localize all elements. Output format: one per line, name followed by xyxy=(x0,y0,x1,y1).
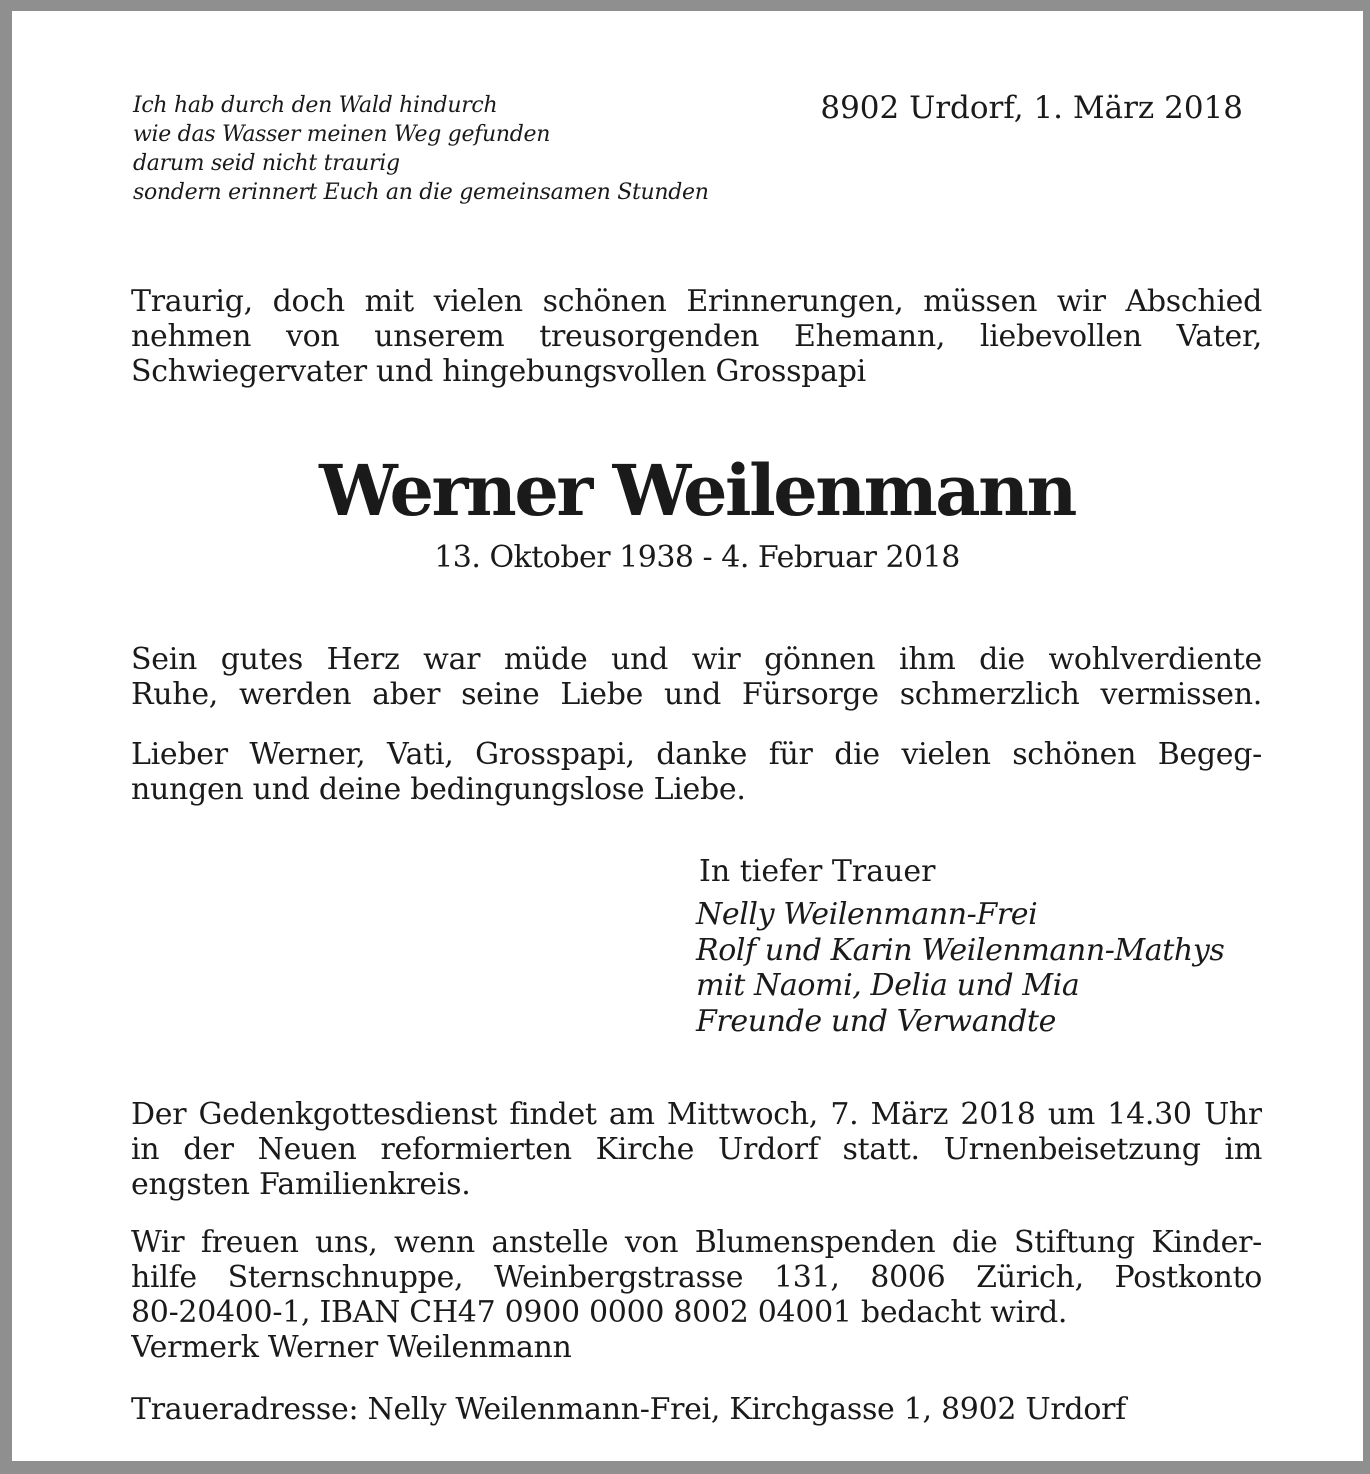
mourner-name: Rolf und Karin Weilenmann-Mathys xyxy=(696,932,1225,968)
farewell-line: Lieber Werner, Vati, Grosspapi, danke für die vielen schönen Begeg- xyxy=(131,737,1262,772)
service-line: in der Neuen reformierten Kirche Urdorf statt. Urnenbeisetzung im xyxy=(131,1132,1262,1167)
donation-line: 80-20400-1, IBAN CH47 0900 0000 8002 04001 bedacht wird. xyxy=(131,1295,1068,1330)
place-and-date: 8902 Urdorf, 1. März 2018 xyxy=(820,90,1243,126)
donation-paragraph xyxy=(131,1225,1262,1365)
mourners-list xyxy=(696,897,1224,1039)
mourner-name: Freunde und Verwandte xyxy=(696,1003,1056,1039)
intro-line: Schwiegervater und hingebungsvollen Grosspapi xyxy=(131,354,866,389)
tribute-paragraph xyxy=(131,642,1262,712)
service-line: Der Gedenkgottesdienst findet am Mittwoch, 7. März 2018 um 14.30 Uhr xyxy=(131,1097,1262,1132)
poem-line: Ich hab durch den Wald hindurch xyxy=(133,93,498,118)
poem-line: sondern erinnert Euch an die gemeinsamen Stunden xyxy=(133,180,709,205)
mourner-name: Nelly Weilenmann-Frei xyxy=(696,897,1038,932)
poem-line: darum seid nicht traurig xyxy=(133,151,400,176)
mourning-intro: In tiefer Trauer xyxy=(699,854,936,889)
farewell-line: nungen und deine bedingungslose Liebe. xyxy=(131,772,746,807)
mourning-address: Traueradresse: Nelly Weilenmann-Frei, Kirchgasse 1, 8902 Urdorf xyxy=(131,1392,1126,1427)
intro-line: Traurig, doch mit vielen schönen Erinnerungen, müssen wir Abschied xyxy=(131,284,1262,319)
service-line: engsten Familienkreis. xyxy=(131,1167,471,1202)
tribute-line: Sein gutes Herz war müde und wir gönnen ihm die wohlverdiente xyxy=(131,642,1262,677)
donation-line: Wir freuen uns, wenn anstelle von Blumenspenden die Stiftung Kinder- xyxy=(131,1225,1262,1260)
intro-line: nehmen von unserem treusorgenden Ehemann, liebevollen Vater, xyxy=(131,319,1262,354)
service-paragraph xyxy=(131,1097,1262,1202)
poem xyxy=(133,91,709,207)
intro-paragraph xyxy=(131,284,1262,389)
tribute-line: Ruhe, werden aber seine Liebe und Fürsorge schmerzlich vermissen. xyxy=(131,677,1262,712)
farewell-paragraph xyxy=(131,737,1262,807)
donation-line: Vermerk Werner Weilenmann xyxy=(131,1330,572,1365)
donation-line: hilfe Sternschnuppe, Weinbergstrasse 131, 8006 Zürich, Postkonto xyxy=(131,1260,1262,1295)
poem-line: wie das Wasser meinen Weg gefunden xyxy=(133,122,551,147)
mourning-address-paragraph xyxy=(131,1392,1262,1427)
deceased-name: Werner Weilenmann xyxy=(319,449,1075,532)
life-dates: 13. Oktober 1938 - 4. Februar 2018 xyxy=(434,540,960,575)
mourner-name: mit Naomi, Delia und Mia xyxy=(696,968,1080,1003)
